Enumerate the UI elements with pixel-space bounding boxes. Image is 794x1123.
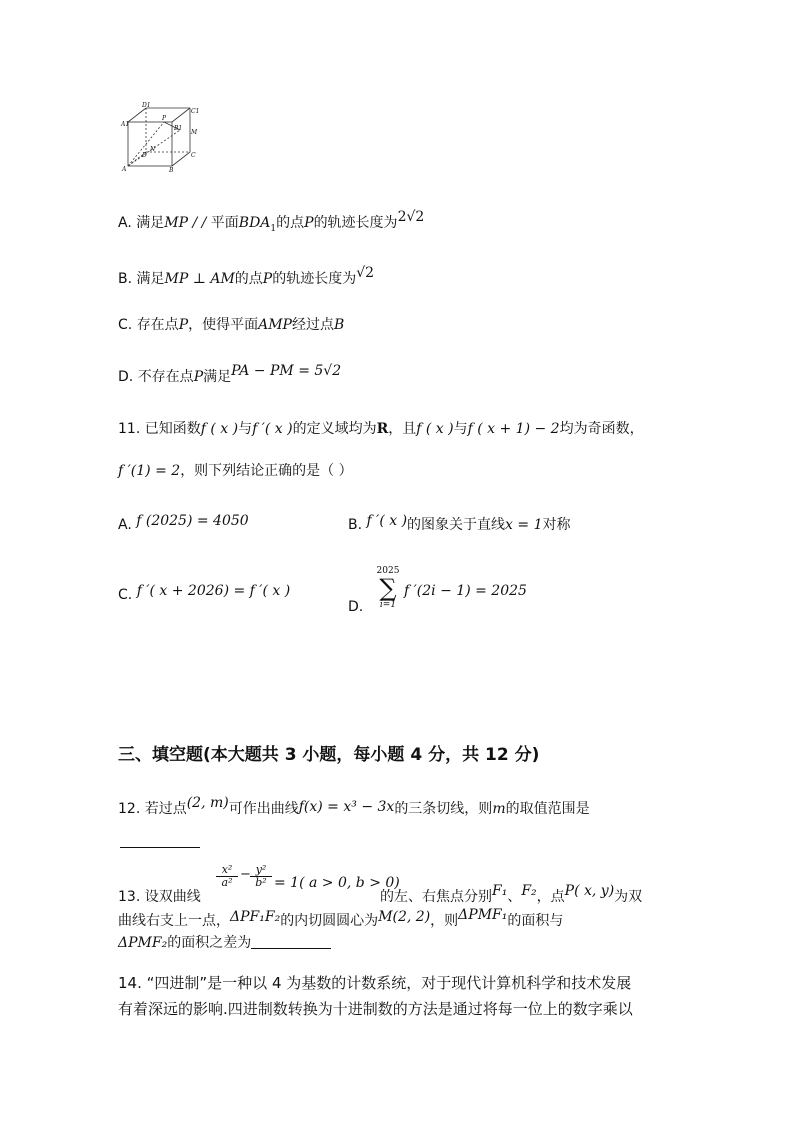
label-b1: B1: [174, 125, 183, 132]
cube-figure: [118, 100, 202, 174]
label-d: D: [142, 152, 147, 159]
q13-fraction-x: x² a²: [216, 864, 238, 889]
q12-answer-blank[interactable]: [120, 847, 200, 848]
label-a1: A1: [121, 121, 130, 128]
q11-option-a: A. f (2025) = 4050: [118, 513, 249, 533]
cube-front-face: [128, 122, 172, 166]
q11-option-d-expr: f ′(2i − 1) = 2025: [404, 583, 527, 599]
q10-option-c: C. 存在点P，使得平面AMP经过点B: [118, 317, 345, 333]
q13-number: 13. 设双曲线: [118, 889, 201, 905]
q10-option-b: B. 满足MP ⊥ AM的点P的轨迹长度为√2: [118, 265, 375, 287]
label-d1: D1: [142, 102, 151, 109]
q11-option-d-prefix: D.: [348, 599, 364, 615]
q10-option-a: A. 满足MP / / 平面$BDA_1$的点P的轨迹长度为2√2: [118, 209, 425, 234]
q11-stem-line1: 11. 已知函数f ( x )与f ′( x )的定义域均为R，且f ( x )与f ( x + 1) − 2均为奇函数，: [118, 421, 644, 437]
q12-stem: 12. 若过点(2, m)可作出曲线f(x) = x³ − 3x的三条切线，则m的取值范围是: [118, 795, 590, 817]
q13-fraction-y: y² b²: [250, 864, 272, 889]
q13-stem-line1: 的左、右焦点分别F₁、F₂，点P( x, y)为双: [380, 883, 643, 905]
minus-sign: −: [240, 867, 251, 882]
sigma-symbol: ∑: [379, 574, 397, 602]
label-p: P: [162, 115, 167, 122]
summation: 2025 ∑ i=1: [368, 566, 408, 610]
label-n: N: [150, 146, 156, 153]
q11-option-b: B. f ′( x )的图象关于直线x = 1对称: [348, 513, 571, 533]
label-c1: C1: [191, 108, 200, 115]
q11-stem-line2: f ′(1) = 2，则下列结论正确的是（ ）: [118, 463, 353, 479]
section-heading: 三、填空题(本大题共 3 小题，每小题 4 分，共 12 分): [118, 745, 540, 765]
q14-line1: 14. “四进制”是一种以 4 为基数的计数系统，对于现代计算机科学和技术发展: [118, 974, 632, 992]
q14-line2: 有着深远的影响.四进制数转换为十进制数的方法是通过将每一位上的数字乘以: [118, 1000, 633, 1018]
q13-answer-blank[interactable]: [251, 934, 331, 949]
label-m: M: [191, 129, 198, 136]
q13-stem-line3: ΔPMF₂的面积之差为: [118, 934, 331, 952]
label-b: B: [169, 167, 174, 174]
q13-stem-line2: 曲线右支上一点，ΔPF₁F₂的内切圆圆心为M(2, 2)，则ΔPMF₁的面积与: [118, 907, 564, 929]
label-a: A: [122, 166, 127, 173]
q13-condition: = 1( a > 0, b > 0): [274, 875, 400, 891]
q11-option-c: C. f ′( x + 2026) = f ′( x ): [118, 583, 291, 603]
label-c: C: [191, 152, 196, 159]
q10-option-d: D. 不存在点P满足PA − PM = 5√2: [118, 363, 342, 385]
